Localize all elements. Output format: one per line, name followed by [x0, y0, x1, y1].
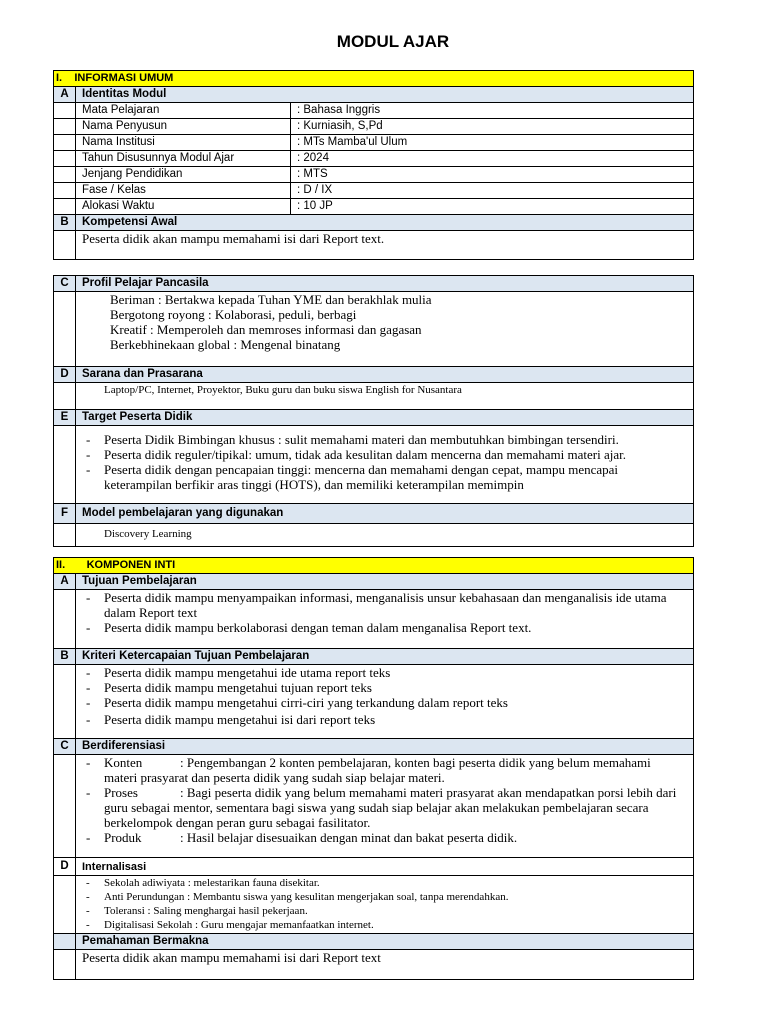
- sarana-text: Laptop/PC, Internet, Proyektor, Buku guru dan buku siswa English for Nusantara: [76, 383, 694, 410]
- kompetensi-text: Peserta didik akan mampu memahami isi dari Report text.: [76, 231, 694, 260]
- target-list: [76, 426, 694, 504]
- profil-item: Bergotong royong : Kolaborasi, peduli, berbagi: [110, 307, 357, 322]
- diferensiasi-label: Konten: [104, 755, 143, 770]
- section-number: II.: [56, 559, 66, 571]
- diferensiasi-label: Produk: [104, 830, 142, 845]
- empty-cell: [54, 590, 76, 649]
- tujuan-item: - Peserta didik mampu menyampaikan informasi, menganalisis unsur kebahasaan dan menganalisis ide utama dalam Report text: [86, 590, 687, 620]
- internalisasi-item: - Sekolah adiwiyata : melestarikan fauna disekitar.: [86, 876, 687, 890]
- identity-value: : Bahasa Inggris: [291, 103, 694, 119]
- empty-cell: [54, 383, 76, 410]
- subsection-heading: Identitas Modul: [76, 87, 694, 103]
- row-letter: B: [54, 649, 76, 665]
- internalisasi-item: - Digitalisasi Sekolah : Guru mengajar memanfaatkan internet.: [86, 918, 687, 932]
- subsection-heading: Sarana dan Prasarana: [76, 367, 694, 383]
- diferensiasi-item: [86, 785, 687, 830]
- profil-item: Kreatif : Memperoleh dan memroses informasi dan gagasan: [110, 322, 422, 337]
- spacer: [54, 260, 694, 276]
- page-title: MODUL AJAR: [336, 32, 450, 51]
- target-item: - Peserta didik dengan pencapaian tinggi: mencerna dan memahami dengan cepat, mampu mencapai keterampilan berfikir aras tinggi (HOTS), dan memiliki keterampilan memimpin: [86, 462, 687, 492]
- komponen-inti-table: [53, 557, 694, 980]
- row-letter: C: [54, 276, 76, 292]
- empty-cell: [54, 665, 76, 739]
- model-text: Discovery Learning: [76, 524, 694, 547]
- identity-label: Nama Institusi: [76, 135, 291, 151]
- identity-value: : MTs Mamba'ul Ulum: [291, 135, 694, 151]
- subsection-heading: Target Peserta Didik: [76, 410, 694, 426]
- empty-cell: [54, 119, 76, 135]
- identity-value: : 10 JP: [291, 199, 694, 215]
- target-item: - Peserta didik reguler/tipikal: umum, tidak ada kesulitan dalam mencerna dan memahami materi ajar.: [86, 447, 687, 462]
- empty-cell: [54, 167, 76, 183]
- row-letter: B: [54, 215, 76, 231]
- empty-cell: [54, 151, 76, 167]
- target-item: - Peserta Didik Bimbingan khusus : sulit memahami materi dan membutuhkan bimbingan tersendiri.: [86, 432, 687, 447]
- row-letter: D: [54, 367, 76, 383]
- row-letter: F: [54, 504, 76, 524]
- subsection-heading: Pemahaman Bermakna: [76, 934, 694, 950]
- identity-value: : 2024: [291, 151, 694, 167]
- section-heading: [54, 71, 694, 87]
- row-letter: A: [54, 87, 76, 103]
- subsection-heading: Internalisasi: [76, 858, 694, 876]
- subsection-heading: Kompetensi Awal: [76, 215, 694, 231]
- kriteri-item: - Peserta didik mampu mengetahui ide utama report teks: [86, 665, 687, 680]
- identity-label: Jenjang Pendidikan: [76, 167, 291, 183]
- identity-value: : MTS: [291, 167, 694, 183]
- identity-label: Mata Pelajaran: [76, 103, 291, 119]
- internalisasi-item: - Anti Perundungan : Membantu siswa yang kesulitan mengerjakan soal, tanpa merendahkan.: [86, 890, 687, 904]
- subsection-heading: Profil Pelajar Pancasila: [76, 276, 694, 292]
- section-title: INFORMASI UMUM: [74, 72, 174, 84]
- identity-label: Alokasi Waktu: [76, 199, 291, 215]
- subsection-heading: Berdiferensiasi: [76, 739, 694, 755]
- diferensiasi-text: : Hasil belajar disesuaikan dengan minat dan bakat peserta didik.: [180, 830, 518, 845]
- diferensiasi-item: [86, 755, 687, 785]
- kriteri-item: - Peserta didik mampu mengetahui cirri-ciri yang terkandung dalam report teks: [86, 695, 687, 710]
- empty-cell: [54, 183, 76, 199]
- identity-label: Nama Penyusun: [76, 119, 291, 135]
- internalisasi-list: [76, 876, 694, 934]
- tujuan-list: [76, 590, 694, 649]
- empty-cell: [54, 876, 76, 934]
- diferensiasi-text: : Bagi peserta didik yang belum memahami materi prasyarat akan mendapatkan porsi lebih dari guru sebagai mentor, sementara bagi siswa yang sudah siap belajar akan melakukan pembelajaran secara berkelompok dengan peran guru sebagai fasilitator.: [104, 785, 677, 830]
- diferensiasi-label: Proses: [104, 785, 138, 800]
- kriteri-list: [76, 665, 694, 739]
- row-letter: E: [54, 410, 76, 426]
- identity-label: Tahun Disusunnya Modul Ajar: [76, 151, 291, 167]
- kriteri-item: - Peserta didik mampu mengetahui tujuan report teks: [86, 680, 687, 695]
- section-title: KOMPONEN INTI: [86, 559, 176, 571]
- profil-item: Beriman : Bertakwa kepada Tuhan YME dan berakhlak mulia: [110, 292, 432, 307]
- kriteri-item: - Peserta didik mampu mengetahui isi dari report teks: [86, 712, 687, 727]
- empty-cell: [54, 103, 76, 119]
- profil-list: [76, 292, 694, 367]
- pemahaman-text: Peserta didik akan mampu memahami isi dari Report text: [76, 950, 694, 980]
- empty-cell: [54, 950, 76, 980]
- identity-value: : D / IX: [291, 183, 694, 199]
- informasi-umum-table: [53, 70, 694, 547]
- berdiferensiasi-list: [76, 755, 694, 858]
- subsection-heading: Model pembelajaran yang digunakan: [76, 504, 694, 524]
- section-heading: [54, 558, 694, 574]
- empty-cell: [54, 135, 76, 151]
- identity-value: : Kurniasih, S,Pd: [291, 119, 694, 135]
- subsection-heading: Kriteri Ketercapaian Tujuan Pembelajaran: [76, 649, 694, 665]
- internalisasi-item: - Toleransi : Saling menghargai hasil pekerjaan.: [86, 904, 687, 918]
- diferensiasi-item: [86, 830, 687, 845]
- row-letter: A: [54, 574, 76, 590]
- tujuan-item: - Peserta didik mampu berkolaborasi dengan teman dalam menganalisa Report text.: [86, 620, 687, 635]
- section-number: I.: [56, 72, 63, 84]
- identity-label: Fase / Kelas: [76, 183, 291, 199]
- diferensiasi-text: : Pengembangan 2 konten pembelajaran, konten bagi peserta didik yang belum memahami materi prasyarat dan peserta didik yang sudah siap belajar materi.: [104, 755, 651, 785]
- row-letter: C: [54, 739, 76, 755]
- empty-cell: [54, 426, 76, 504]
- empty-cell: [54, 934, 76, 950]
- subsection-heading: Tujuan Pembelajaran: [76, 574, 694, 590]
- empty-cell: [54, 524, 76, 547]
- row-letter: D: [54, 858, 76, 876]
- empty-cell: [54, 292, 76, 367]
- empty-cell: [54, 199, 76, 215]
- empty-cell: [54, 755, 76, 858]
- profil-item: Berkebhinekaan global : Mengenal binatang: [110, 337, 341, 352]
- empty-cell: [54, 231, 76, 260]
